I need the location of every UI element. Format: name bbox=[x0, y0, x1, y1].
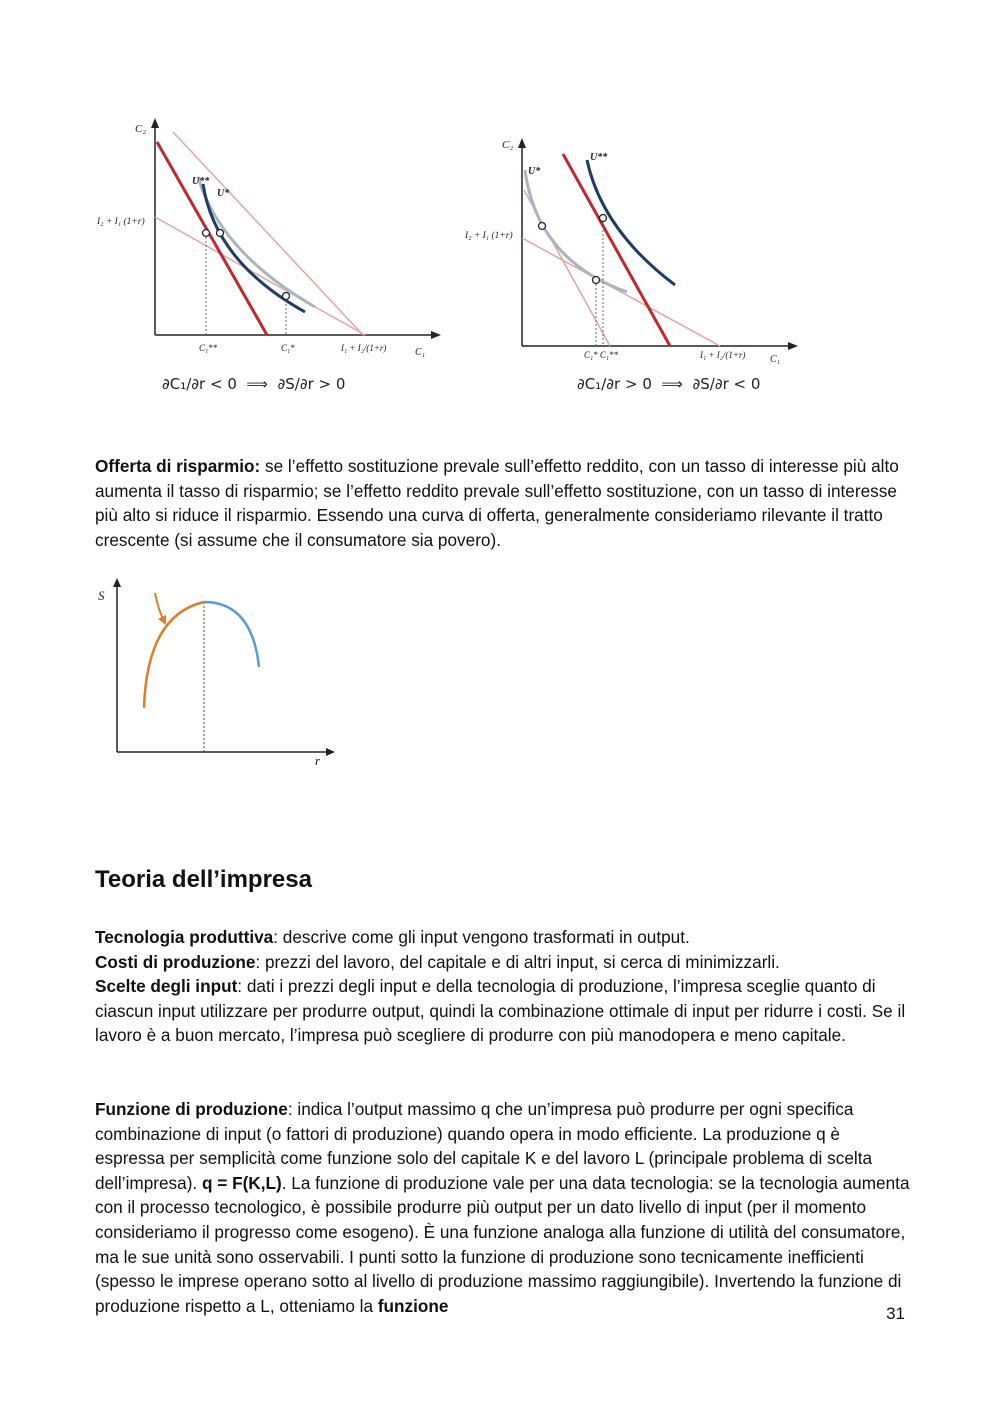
y-axis-arrow bbox=[151, 118, 159, 128]
definition-input-choice bbox=[95, 974, 910, 1048]
indifference-curve-u-star bbox=[525, 170, 627, 292]
u-star2-label: U** bbox=[192, 176, 210, 187]
c1-labels: C₁* C₁** bbox=[584, 350, 619, 360]
definition-text: : descrive come gli input vengono trasformati in output. bbox=[273, 927, 690, 947]
formula-left-arrow: ⟹ bbox=[246, 375, 268, 393]
formula-left-rhs: ∂S/∂r > 0 bbox=[277, 375, 346, 393]
definition-text: : prezzi del lavoro, del capitale e di altri input, si cerca di minimizzarli. bbox=[255, 951, 780, 972]
u-star-label: U* bbox=[217, 188, 230, 199]
definition-costs bbox=[95, 950, 910, 975]
budget-line-flat bbox=[522, 238, 720, 346]
c1-star2-label: C₁** bbox=[199, 343, 218, 353]
formula-right-lhs: ∂C₁/∂r > 0 bbox=[577, 375, 652, 393]
optimum-point-3 bbox=[593, 277, 600, 284]
definition-technology bbox=[95, 925, 910, 950]
optimum-point-2 bbox=[217, 230, 224, 237]
savings-supply-chart bbox=[92, 575, 342, 770]
intertemporal-choice-chart-right bbox=[462, 130, 802, 370]
x-axis-arrow bbox=[431, 331, 441, 339]
formula-right-arrow: ⟹ bbox=[661, 375, 683, 393]
y-axis-arrow bbox=[518, 138, 526, 148]
y-axis-arrow bbox=[113, 578, 121, 587]
production-text-1: : indica l’output massimo q che un’impresa può produrre per ogni specifica combinazione di input (o fattori di produzione) quando opera in modo efficiente. La produzione q è espressa per semplicità come funzione solo del capitale K e del lavoro L (principale problema di scelta dell’impresa). bbox=[95, 1099, 873, 1193]
y-axis-label: C₂ bbox=[502, 139, 514, 151]
formula-right-rhs: ∂S/∂r < 0 bbox=[692, 375, 761, 393]
c1-star-label: C₁* bbox=[281, 343, 295, 353]
savings-supply-paragraph bbox=[95, 454, 910, 552]
x-intercept-label: I₁ + I₂/(1+r) bbox=[341, 343, 387, 353]
definition-term: Scelte degli input bbox=[95, 976, 238, 997]
optimum-point-1 bbox=[539, 223, 546, 230]
formula-right bbox=[577, 375, 760, 393]
y-intercept-label: I₂ + I₁ (1+r) bbox=[97, 217, 145, 227]
budget-line-new bbox=[563, 154, 670, 346]
u-star-label: U* bbox=[528, 166, 541, 177]
rising-segment bbox=[144, 602, 204, 708]
x-axis-label: C₁ bbox=[415, 347, 426, 358]
definition-text: : dati i prezzi degli input e della tecnologia di produzione, l’impresa sceglie quanto di ciascun input utilizzare per produrre output, quindi la combinazione ottimale di input per ridurre i costi. Se il lavoro è a buon mercato, l’impresa può scegliere di produrre con più manodopera e meno capitale. bbox=[95, 976, 906, 1046]
budget-line-steep bbox=[173, 132, 363, 335]
production-function-term: Funzione di produzione bbox=[95, 1099, 288, 1119]
y-axis-label: C₂ bbox=[135, 123, 147, 135]
x-intercept-label: I₁ + I₂/(1+r) bbox=[700, 350, 746, 360]
optimum-point-1 bbox=[203, 230, 210, 237]
production-formula: q = F(K,L) bbox=[201, 1172, 282, 1193]
y-intercept-label: I₂ + I₁ (1+r) bbox=[465, 231, 513, 241]
formula-left bbox=[162, 375, 345, 393]
budget-line-flat bbox=[155, 217, 365, 335]
x-axis-label: r bbox=[315, 753, 321, 768]
section-title: Teoria dell’impresa bbox=[95, 866, 312, 893]
production-trailing-term: funzione bbox=[377, 1295, 449, 1316]
u-star2-label: U** bbox=[590, 152, 608, 163]
x-axis-arrow bbox=[326, 748, 335, 756]
definition-term: Tecnologia produttiva bbox=[95, 927, 274, 947]
x-axis-arrow bbox=[788, 342, 798, 350]
production-function-paragraph bbox=[95, 1097, 910, 1318]
savings-supply-term: Offerta di risparmio: bbox=[95, 456, 261, 476]
page-number: 31 bbox=[886, 1304, 905, 1323]
y-axis-label: S bbox=[98, 588, 105, 603]
intertemporal-choice-chart-left bbox=[95, 112, 445, 367]
formula-left-lhs: ∂C₁/∂r < 0 bbox=[162, 375, 237, 393]
budget-line-new bbox=[157, 142, 267, 335]
definition-term: Costi di produzione bbox=[95, 951, 256, 972]
optimum-point-2 bbox=[600, 215, 607, 222]
definitions-block bbox=[95, 925, 910, 1048]
production-text-2: . La funzione di produzione vale per una data tecnologia: se la tecnologia aumenta con il processo tecnologico, è possibile produrre più output per un dato livello di input (per il momento consideriamo il progresso come esogeno). È una funzione analoga alla funzione di utilità del consumatore, ma le sue unità sono osservabili. I punti sotto la funzione di produzione sono tecnicamente inefficienti (spesso le imprese operano sotto al livello di produzione massimo raggiungibile). Invertendo la funzione di produzione rispetto a L, otteniamo la bbox=[95, 1172, 910, 1316]
savings-supply-text: se l’effetto sostituzione prevale sull’effetto reddito, con un tasso di interesse più alto aumenta il tasso di risparmio; se l’effetto reddito prevale sull’effetto sostituzione, con un tasso di interesse più alto si riduce il risparmio. Essendo una curva di offerta, generalmente consideriamo rilevante il tratto crescente (si assume che il consumatore sia povero). bbox=[95, 456, 899, 550]
optimum-point-3 bbox=[283, 293, 290, 300]
falling-segment bbox=[204, 602, 259, 667]
x-axis-label: C₁ bbox=[770, 354, 781, 365]
